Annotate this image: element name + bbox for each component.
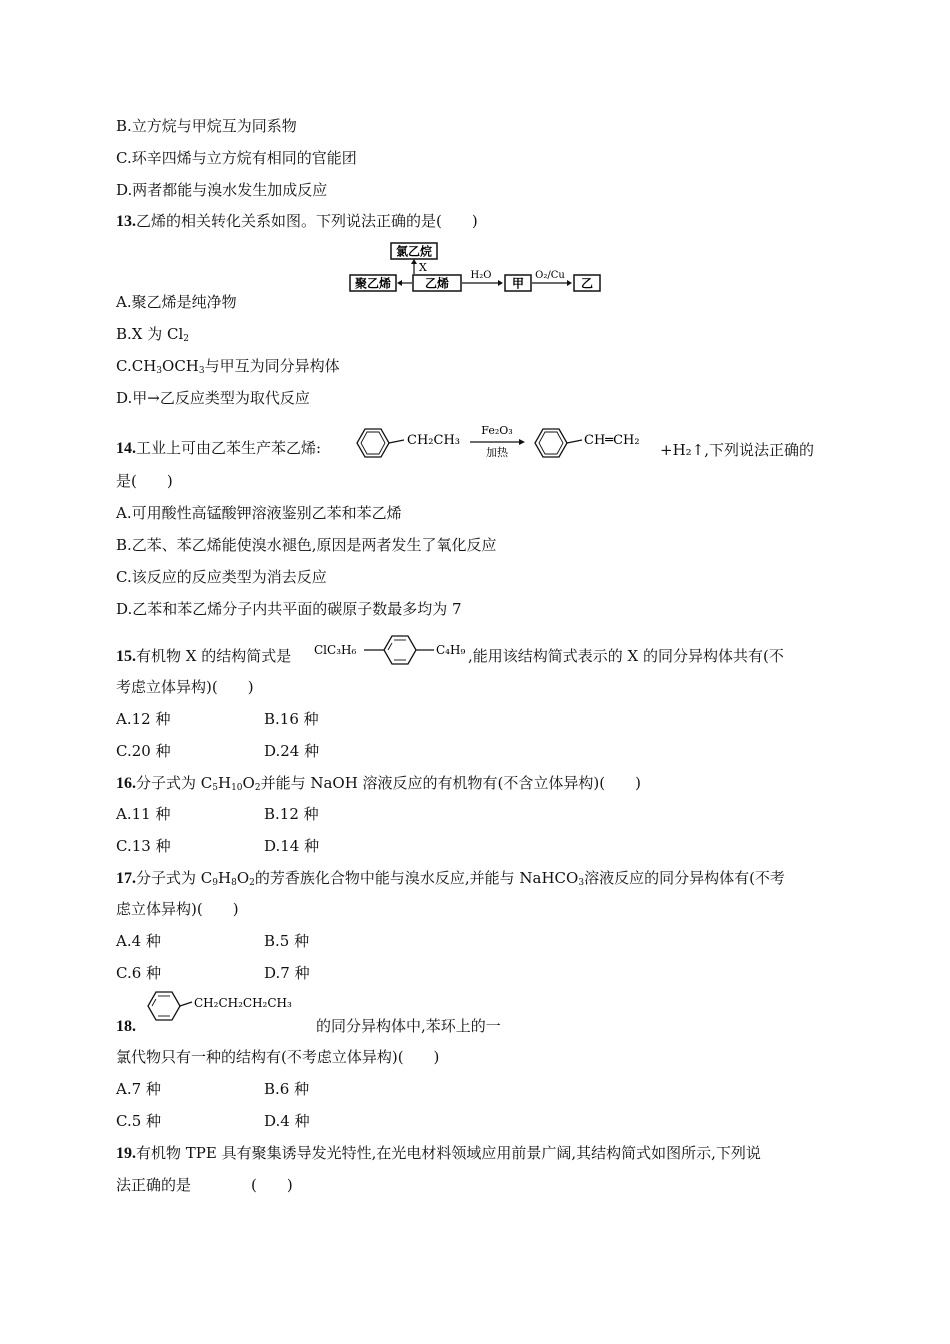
q15-number: 15. bbox=[116, 648, 136, 665]
q16-number: 16. bbox=[116, 775, 136, 792]
q13-stem bbox=[116, 211, 478, 232]
q16-option-c: C.13 种 bbox=[116, 837, 171, 855]
q19-number: 19. bbox=[116, 1145, 136, 1162]
arrow-h2o-label: H₂O bbox=[470, 270, 492, 281]
q14-reaction-equation bbox=[352, 418, 662, 464]
q15-structure bbox=[312, 630, 468, 676]
q14-stem-pre: 14.工业上可由乙苯生产苯乙烯: bbox=[116, 439, 322, 457]
q15-option-a: A.12 种 bbox=[116, 710, 171, 728]
arrow-left-icon bbox=[397, 280, 402, 286]
q14-option-d: D.乙苯和苯乙烯分子内共平面的碳原子数最多均为 7 bbox=[116, 600, 462, 618]
q13-option-b: B.X 为 $Cl_2$ bbox=[116, 325, 190, 344]
q14-option-c: C.该反应的反应类型为消去反应 bbox=[116, 568, 327, 586]
q14-stem-post: +H₂↑,下列说法正确的 bbox=[660, 441, 814, 459]
q17-stem-line2: 虑立体异构)( ) bbox=[116, 900, 239, 918]
q18-option-a: A.7 种 bbox=[116, 1080, 161, 1098]
catalyst-label: Fe₂O₃ bbox=[481, 424, 513, 437]
q12-option-d: D.两者都能与溴水发生加成反应 bbox=[116, 181, 328, 199]
q13-option-c: $C.CH_3OCH_3$与甲互为同分异构体 bbox=[116, 357, 340, 376]
q16-option-a: A.11 种 bbox=[116, 805, 171, 823]
q13-option-a: A.聚乙烯是纯净物 bbox=[116, 293, 237, 311]
q15-stem-line2: 考虑立体异构)( ) bbox=[116, 678, 254, 696]
q14-stem-line2: 是( ) bbox=[116, 472, 173, 490]
q12-option-b: B.立方烷与甲烷互为同系物 bbox=[116, 117, 297, 135]
ethylbenzene-substituent: CH₂CH₃ bbox=[407, 433, 460, 448]
benzene-ring-icon bbox=[148, 992, 180, 1020]
q18-number-line bbox=[116, 1016, 136, 1037]
box-ethylene-label: 乙烯 bbox=[424, 276, 450, 291]
q17-option-a: A.4 种 bbox=[116, 932, 161, 950]
styrene-substituent: CH═CH₂ bbox=[584, 433, 640, 448]
condition-label: 加热 bbox=[486, 446, 508, 459]
arrow-right-icon bbox=[498, 280, 503, 286]
q16-stem: 16.分子式为 $C_5H_{10}O_2$并能与 NaOH 溶液反应的有机物有(不含立体异构)( ) bbox=[116, 774, 641, 793]
q13-stem-text: 乙烯的相关转化关系如图。下列说法正确的是( ) bbox=[136, 212, 478, 230]
q19-stem-line2: 法正确的是 ( ) bbox=[116, 1176, 293, 1194]
q13-conversion-diagram bbox=[345, 240, 605, 296]
q17-stem: 17.分子式为 $C_9H_8O_2$的芳香族化合物中能与溴水反应,并能与 NaHCO$_3$溶液反应的同分异构体有(不考 bbox=[116, 869, 785, 888]
benzene-ring-icon bbox=[384, 636, 416, 664]
q18-stem-line2: 氯代物只有一种的结构有(不考虑立体异构)( ) bbox=[116, 1048, 440, 1066]
q13-number: 13. bbox=[116, 213, 136, 230]
q13-option-d: D.甲→乙反应类型为取代反应 bbox=[116, 389, 310, 407]
arrow-x-label: X bbox=[419, 261, 427, 274]
box-polyethylene-label: 聚乙烯 bbox=[354, 276, 392, 291]
q17-option-b: B.5 种 bbox=[264, 932, 310, 950]
left-group-label: ClC₃H₆ bbox=[314, 643, 357, 657]
q14-option-b: B.乙苯、苯乙烯能使溴水褪色,原因是两者发生了氧化反应 bbox=[116, 536, 497, 554]
q17-option-d: D.7 种 bbox=[264, 964, 310, 982]
butyl-substituent: CH₂CH₂CH₂CH₃ bbox=[194, 996, 292, 1010]
q16-option-b: B.12 种 bbox=[264, 805, 319, 823]
q18-option-b: B.6 种 bbox=[264, 1080, 310, 1098]
benzene-ring-icon bbox=[535, 429, 567, 457]
box-chloroethane-label: 氯乙烷 bbox=[395, 244, 433, 259]
q19-stem: 19.有机物 TPE 具有聚集诱导发光特性,在光电材料领域应用前景广阔,其结构简式如图所示,下列说 bbox=[116, 1144, 761, 1162]
q18-structure bbox=[142, 988, 314, 1036]
q18-number: 18. bbox=[116, 1018, 136, 1035]
q15-stem-post: ,能用该结构简式表示的 X 的同分异构体共有(不 bbox=[468, 647, 784, 665]
q18-option-c: C.5 种 bbox=[116, 1112, 162, 1130]
box-jia-label: 甲 bbox=[511, 276, 525, 291]
benzene-ring-icon bbox=[357, 429, 389, 457]
q15-option-c: C.20 种 bbox=[116, 742, 171, 760]
q12-option-c: C.环辛四烯与立方烷有相同的官能团 bbox=[116, 149, 357, 167]
q18-option-d: D.4 种 bbox=[264, 1112, 310, 1130]
q16-option-d: D.14 种 bbox=[264, 837, 320, 855]
q17-number: 17. bbox=[116, 870, 136, 887]
q18-stem-post: 的同分异构体中,苯环上的一 bbox=[316, 1017, 501, 1035]
q15-option-d: D.24 种 bbox=[264, 742, 320, 760]
right-group-label: C₄H₉ bbox=[436, 643, 466, 657]
q14-option-a: A.可用酸性高锰酸钾溶液鉴别乙苯和苯乙烯 bbox=[116, 504, 402, 522]
q14-number: 14. bbox=[116, 440, 136, 457]
q15-stem-pre: 15.有机物 X 的结构简式是 bbox=[116, 647, 292, 665]
arrow-right-icon bbox=[519, 439, 525, 445]
q15-option-b: B.16 种 bbox=[264, 710, 319, 728]
arrow-o2cu-label: O₂/Cu bbox=[535, 270, 565, 281]
arrow-right-icon bbox=[567, 280, 572, 286]
q17-option-c: C.6 种 bbox=[116, 964, 162, 982]
box-yi-label: 乙 bbox=[580, 276, 594, 291]
